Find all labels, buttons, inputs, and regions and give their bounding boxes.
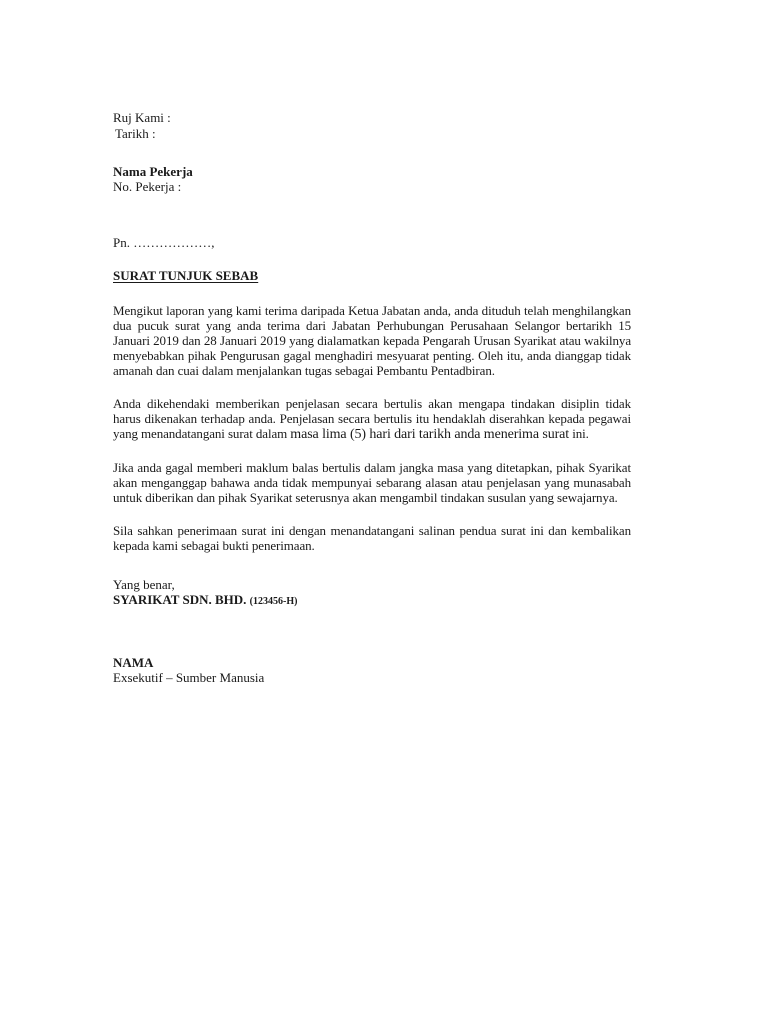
salutation: Pn. ………………,: [113, 235, 215, 250]
letter-body: [113, 110, 631, 685]
company-registration: (123456-H): [249, 596, 298, 607]
paragraph-consequence: Jika anda gagal memberi maklum balas bertulis dalam jangka masa yang ditetapkan, pihak Syarikat akan menganggap bahawa anda tidak mempunyai sebarang alasan atau penjelasan yang munasabah untuk diberikan dan pihak Syarikat seterusnya akan mengambil tindakan susulan yang sewajarnya.: [113, 460, 631, 505]
company-name: SYARIKAT SDN. BHD.: [113, 592, 247, 607]
paragraph-explanation-end: ini.: [569, 426, 589, 441]
paragraph-acknowledge: Sila sahkan penerimaan surat ini dengan menandatangani salinan pendua surat ini dan kembalikan kepada kami sebagai bukti penerimaan.: [113, 523, 631, 553]
company-line: [113, 592, 631, 609]
letter-subject: SURAT TUNJUK SEBAB: [113, 268, 259, 283]
closing-line: Yang benar,: [113, 577, 175, 592]
employee-number: No. Pekerja :: [113, 179, 182, 194]
paragraph-explanation: [113, 396, 631, 442]
paragraph-explanation-start: Anda dikehendaki memberikan penjelasan secara bertulis akan mengapa tindakan disiplin tidak harus dikenakan terhadap anda. Penjelasan secara bertulis itu hendaklah diserahkan kepada pegawai yang menandatangani surat dalam: [113, 396, 631, 441]
paragraph-explanation-deadline: masa lima (5) hari dari tarikh anda menerima surat: [290, 427, 570, 442]
employee-name: Nama Pekerja: [113, 164, 193, 179]
signatory-title: Exsekutif – Sumber Manusia: [113, 670, 265, 685]
reference-line: Ruj Kami :: [113, 110, 171, 125]
date-line: Tarikh :: [115, 126, 156, 141]
signatory-name: NAMA: [113, 655, 154, 670]
paragraph-report: Mengikut laporan yang kami terima daripada Ketua Jabatan anda, anda dituduh telah menghilangkan dua pucuk surat yang anda terima dari Jabatan Perhubungan Perusahaan Selangor bertarikh 15 Januari 2019 dan 28 Januari 2019 yang dialamatkan kepada Pengarah Urusan Syarikat atau wakilnya menyebabkan pihak Pengurusan gagal menghadiri mesyuarat penting. Oleh itu, anda dianggap tidak amanah dan cuai dalam menjalankan tugas sebagai Pembantu Pentadbiran.: [113, 303, 631, 378]
